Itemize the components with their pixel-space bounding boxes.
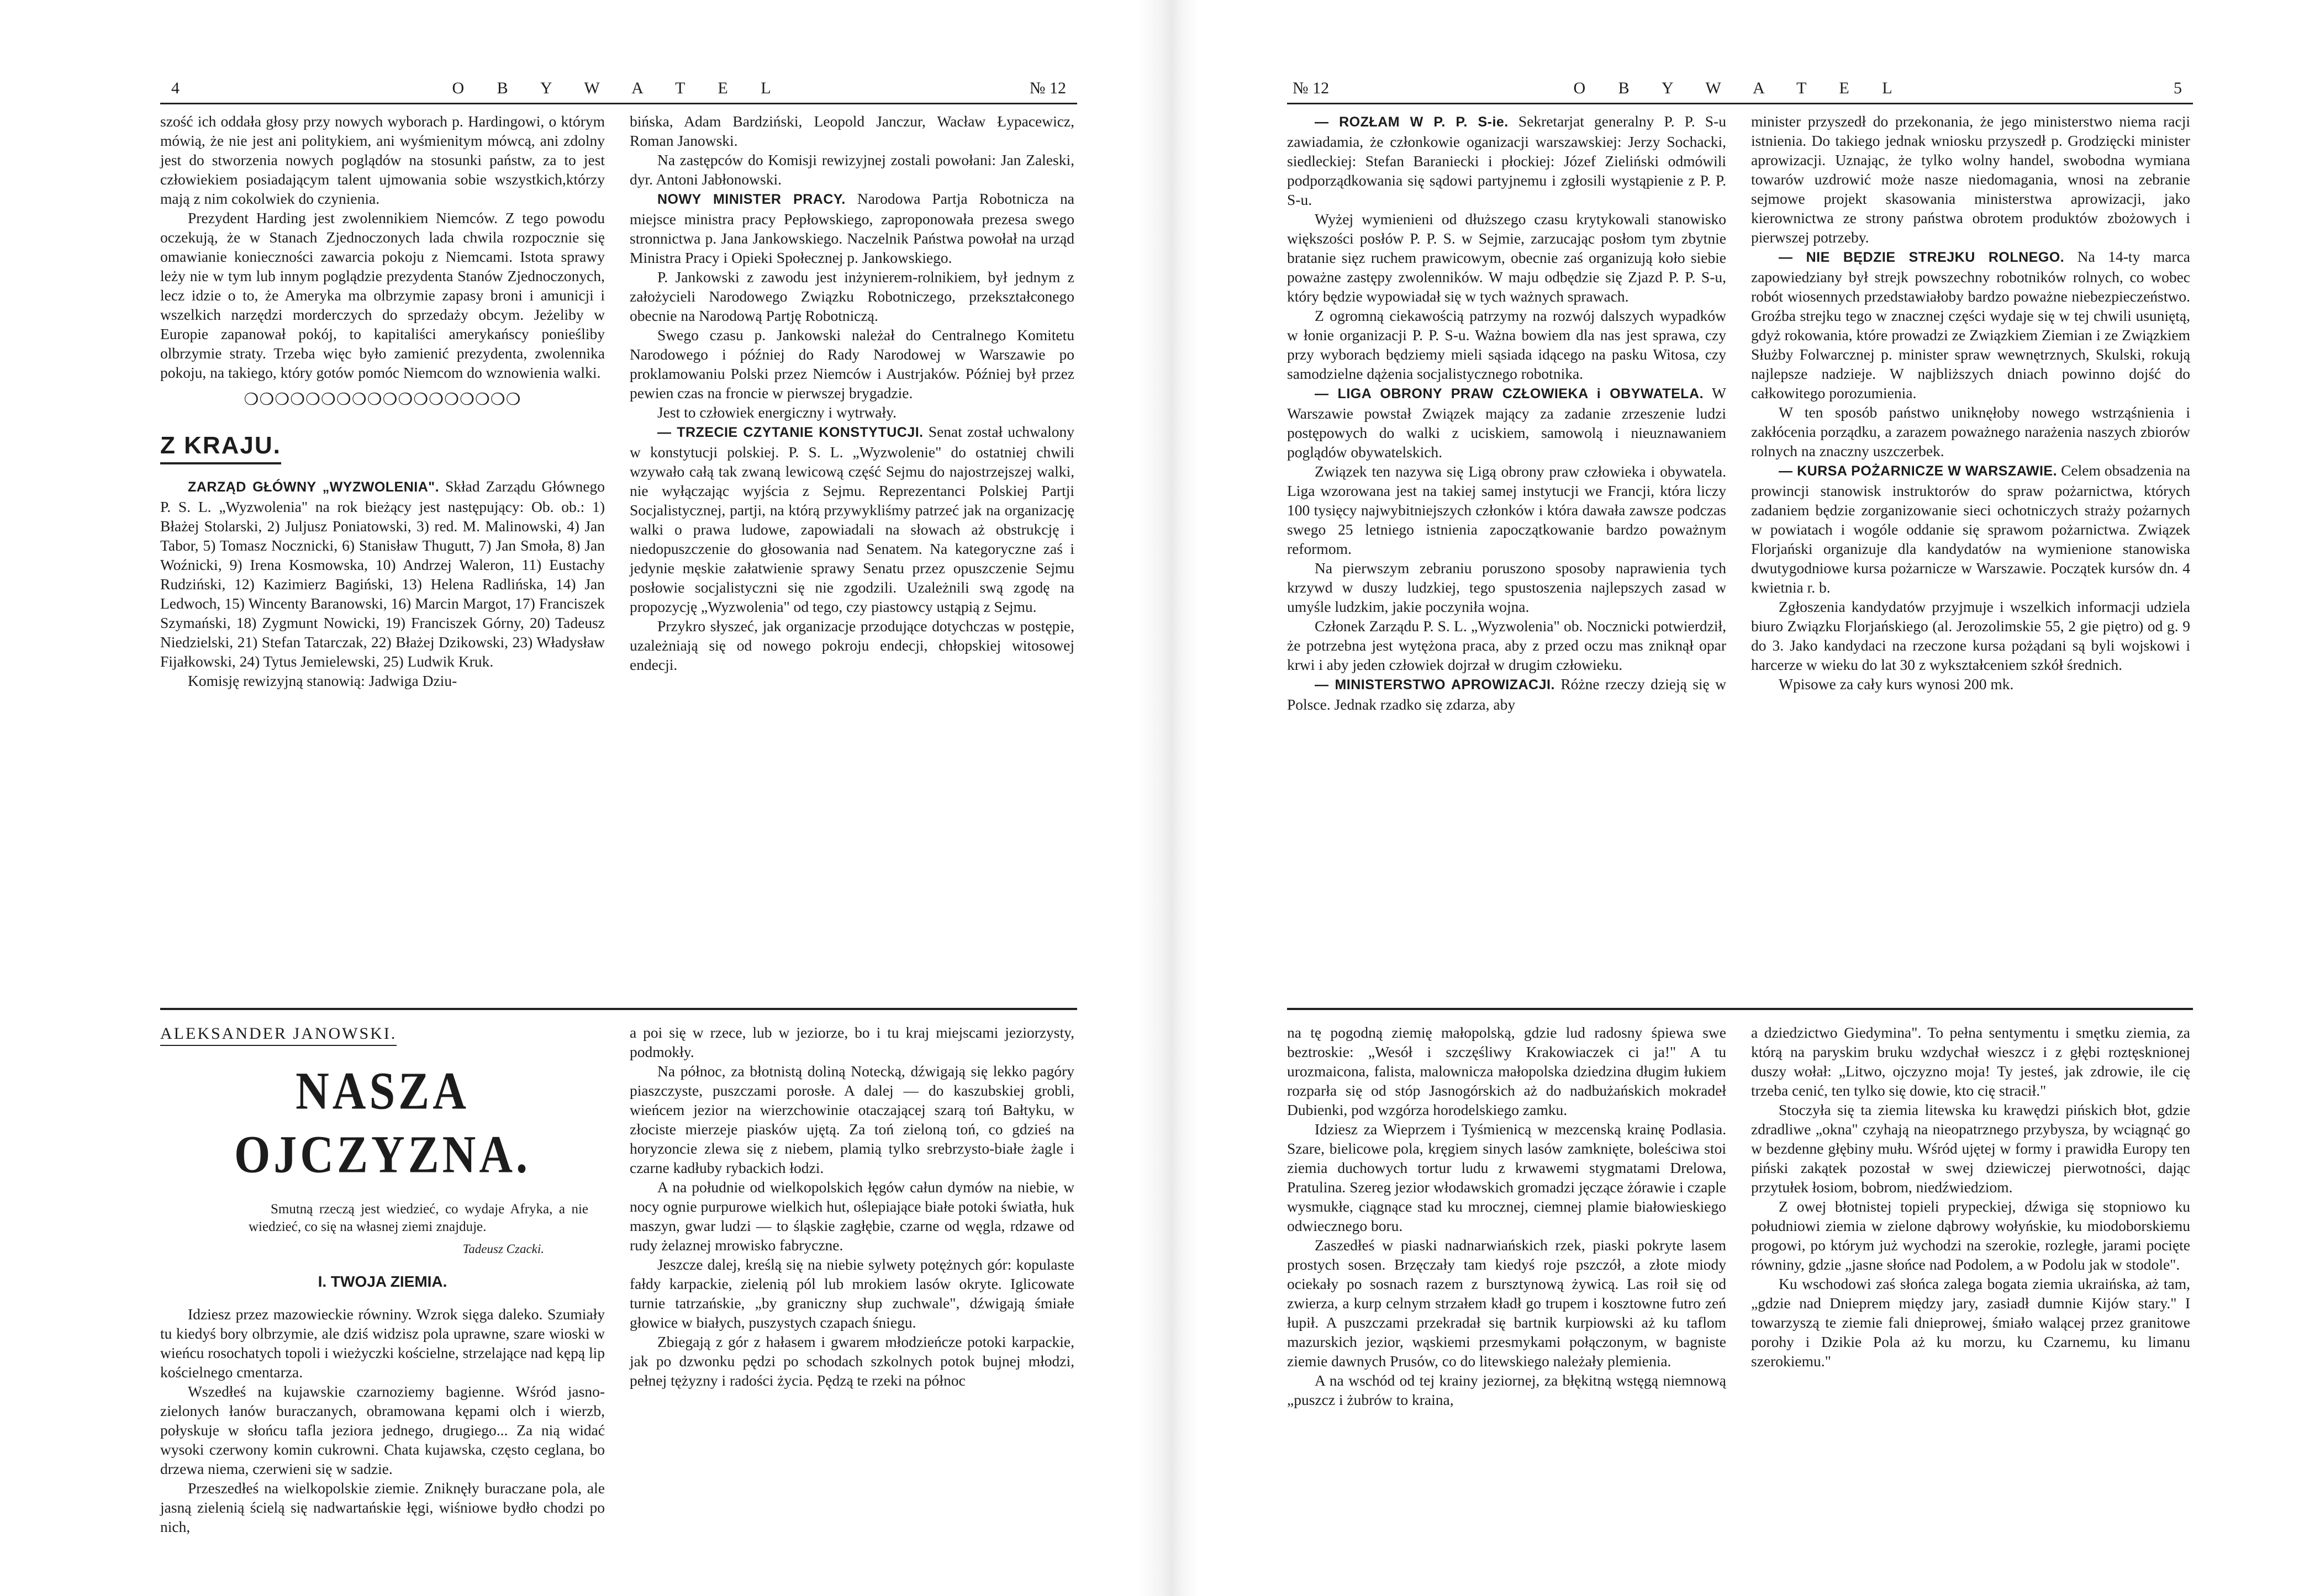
left-bottom-column-2 [630, 1023, 1074, 1491]
paragraph: bińska, Adam Bardziński, Leopold Janczur, Wacław Łypacewicz, Roman Janowski. [630, 113, 1074, 149]
paragraph: Swego czasu p. Jankowski należał do Centralnego Komitetu Narodowego i później do Rady Narodowej w Warszawie po proklamowaniu Polski przez Niemców i Austrjaków. Później był przez pewien czas na froncie w pierwszej brygadzie. [630, 326, 1074, 401]
item-text: Narodowa Partja Robotnicza na miejsce ministra pracy Pepłowskiego, zaproponowała prezesa swego stronnictwa p. Jana Jankowskiego. Naczelnik Państwa powołał na urząd Ministra Pracy i Opieki Społecznej p. Jankowskiego. [630, 190, 1074, 266]
paragraph: Przykro słyszeć, jak organizacje przodujące dotychczas w postępie, uzależniają się od nowego pokroju endecji, chłopskiej witosowej endecji. [630, 617, 1074, 673]
paragraph: Ku wschodowi zaś słońca zalega bogata ziemia ukraińska, aż tam, „gdzie nad Dnieprem między jary, zasiadł dumnie Kijów stary." I towarzyszą te ziemie fali dnieprowej, śmiało walącej przez granitowe porohy i Dzikie Pola aż ku morzu, ku Czarnemu, ku limanu szerokiemu." [1751, 1275, 2190, 1370]
running-head-left [160, 77, 1077, 104]
paragraph: Jeszcze dalej, kreślą się na niebie sylwety potężnych gór: kopulaste fałdy karpackie, zielenią pól lub mrokiem lasów okryte. Iglicowate turnie tatrzańskie, „by graniczny słup zuchwale", dźwigają śmiałe głowice w białych, puszystych czapach śniegu. [630, 1256, 1074, 1331]
paragraph: Jest to człowiek energiczny i wytrwały. [657, 404, 897, 421]
horizontal-rule [1287, 1008, 2193, 1010]
motto: Smutną rzeczą jest wiedzieć, co wydaje Afryka, a nie wiedzieć, co się na własnej ziemi znajduje. [249, 1202, 588, 1234]
paragraph: Stoczyła się ta ziemia litewska ku krawędzi pińskich błot, gdzie zdradliwe „okna" czyhają na nieopatrznego przybysza, by wciągnąć go w bezdenne głębiny mułu. Wśród ujętej w formy i prawidła Europy ten piński zakątek pozostał w swej dziewiczej pierwotności, dając przytułek łosiom, bobrom, niedźwiedziom. [1751, 1101, 2190, 1196]
item-text: W Warszawie powstał Związek mający za zadanie zrzeszenie ludzi postępowych do walki z uciskiem, samowolą i nieuznawaniem poglądów obywatelskich. [1287, 384, 1726, 461]
item-lead: — KURSA POŻARNICZE W WARSZAWIE. [1779, 463, 2058, 479]
page-number: 5 [2174, 79, 2182, 97]
paragraph: a dziedzictwo Giedymina". To pełna sentymentu i smętku ziemia, za którą na paryskim bruku wzdychał wieszcz i z głębi roztęsknionej duszy wołał: „Litwo, ojczyzno moja! Ty jesteś, jak zdrowie, ile cię trzeba cenić, ten tylko się dowie, kto cię stracił." [1751, 1024, 2190, 1099]
paragraph: szość ich oddała głosy przy nowych wyborach p. Hardingowi, o którym mówią, że nie jest ani politykiem, ani wyśmienitym mówcą, ani zdolny jest do stworzenia nowych poglądów na stosunki państw, za to jest człowiekiem posiadającym talent ujmowania sobie wszystkich,którzy mają z nim cokolwiek do czynienia. [160, 113, 605, 207]
paragraph: Idziesz za Wieprzem i Tyśmienicą w mezcenską krainę Podlasia. Szare, bielicowe pola, kręgiem sinych lasów zamknięte, boleściwa stoi ziemia duchowych tortur ludu z krwawemi stygmatami Drelowa, Pratulina. Szereg jezior włodawskich gromadzi jęczące żórawie i czaple wysmukłe, ciągnące stad ku mrocznej, ciemnej plamie białowieskiego odwiecznego boru. [1287, 1121, 1726, 1234]
item-text: Różne rzeczy dzieją się w Polsce. Jednak rzadko się zdarza, aby [1287, 675, 1727, 713]
paragraph: Wyżej wymienieni od dłuższego czasu krytykowali stanowisko większości posłów P. P. S. w Sejmie, zarzucając posłom tym zbytnie bratanie sięz ruchem prawicowym, obecnie zaś organizują koło siebie poważne zastępy zwolenników. W maju odbędzie się Zjazd P. P. S-u, który będzie wypowiadał się w tych ważnych sprawach. [1287, 210, 1726, 305]
paragraph: Na pierwszym zebraniu poruszono sposoby naprawienia tych krzywd w duszy ludzkiej, tego spustoszenia najlepszych zasad w umyśle ludzkim, jakie poczyniła wojna. [1287, 559, 1726, 615]
news-item [1287, 383, 1726, 462]
motto-source: Tadeusz Czacki. [462, 1242, 544, 1256]
chapter-heading: I. TWOJA ZIEMIA. [318, 1273, 447, 1290]
news-item [1751, 461, 2190, 597]
paragraph: Na północ, za błotnistą doliną Notecką, dźwigają się lekko pagóry piaszczyste, puszczami porosłe. A dalej — do kaszubskiej grobli, wieńcem jezior na wierzchowinie otaczającej szarą toń Bałtyku, w złociste mierzeje piasków ujętą. Za toń zieloną toń, co gdzieś na horyzoncie zlewa się z niebem, plamią tylko srebrzysto-białe żagle i czarne kadłuby rybackich łodzi. [630, 1063, 1074, 1176]
book-gutter [1138, 0, 1199, 1596]
left-column-2 [630, 112, 1074, 995]
paragraph: Wpisowe za cały kurs wynosi 200 mk. [1779, 675, 2014, 693]
paragraph: na tę pogodną ziemię małopolską, gdzie lud radosny śpiewa swe beztroskie: „Wesół i szczęśliwy Krakowiaczek ci ja!" A tu urozmaicona, falista, malownicza małopolska dziedzina długim łukiem rozparła się od stóp Jasnogórskich aż do nadbużańskich mokradeł Dubienki, pod wzgórza horodelskiego zamku. [1287, 1024, 1726, 1118]
paragraph: Z owej błotnistej topieli prypeckiej, dźwiga się stopniowo ku południowi ziemia w zielone dąbrowy wołyńskie, ku miodoborskiemu progowi, po którym już wychodzi na szerokie, rozległe, jarami pocięte równiny, gdzie „jasne słońce nad Podolem, a w Podolu jak w stodole". [1751, 1198, 2190, 1273]
page-number: 4 [171, 79, 180, 97]
left-column-1 [160, 112, 605, 995]
right-bottom-column-1 [1287, 1023, 1726, 1491]
paragraph: A na południe od wielkopolskich łęgów całun dymów na niebie, w nocy ognie purpurowe wielkich hut, oślepiające białe potoki światła, huk maszyn, gwar ludzi — to śląskie zagłębie, czarne od węgla, rdzawe od rudy żelaznej mrowisko fabryczne. [630, 1178, 1074, 1254]
paragraph: Komisję rewizyjną stanowią: Jadwiga Dziu- [188, 672, 457, 689]
paragraph: Przeszedłeś na wielkopolskie ziemie. Zniknęły buraczane pola, ale jasną zielenią ścielą się nadwartańskie łęgi, wiśniowe bydło chodzi po nich, [160, 1479, 605, 1535]
article-title: NASZA OJCZYZNA. [234, 1061, 531, 1185]
item-lead: NOWY MINISTER PRACY. [657, 192, 846, 207]
item-lead: — ROZŁAM W P. P. S-ie. [1315, 114, 1509, 130]
left-bottom-column-1 [160, 1023, 605, 1535]
newspaper-title: O B Y W A T E L [1573, 79, 1907, 97]
news-item [630, 422, 1074, 616]
paragraph: A na wschód od tej krainy jeziornej, za błękitną wstęgą niemnową „puszcz i żubrów to kraina, [1287, 1372, 1726, 1408]
paragraph: W ten sposób państwo uniknęłoby nowego wstrząśnienia i zakłócenia porządku, a zarazem poważnego narażenia naszych zbiorów rolnych na znaczny uszczerbek. [1751, 404, 2190, 459]
horizontal-rule [160, 1008, 1077, 1010]
item-text: Na 14-ty marca zapowiedziany był strejk powszechny robotników rolnych, co wobec robót wiosennych przedstawiałoby bardzo poważne niebezpieczeństwo. Groźba strejku tego w znacznej części wydaje się w tej chwili usuniętą, gdyż rokowania, które prowadzi ze Związkiem Ziemian i ze Związkiem Służby Folwarcznej p. minister spraw wewnętrznych, Skulski, rokują najlepsze nadzieje. W najbliższych dniach powinno dojść do całkowitego porozumienia. [1751, 248, 2190, 401]
issue-number: № 12 [1293, 79, 1330, 97]
news-item [1287, 674, 1726, 714]
paragraph: a poi się w rzece, lub w jeziorze, bo i tu kraj miejscami jeziorzysty, podmokły. [630, 1024, 1074, 1060]
paragraph: Zaszedłeś w piaski nadnarwiańskich rzek, piaski pokryte lasem prostych sosen. Brzęczały tam kiedyś roje pszczół, a złote miody ociekały po sosnach razem z bursztynową żywicą. Las roił się od zwierza, a kurp celnym strzałem kładł go trupem i kosztowne futro zeń łupił. A puszczami przekradał się bartnik kurpiowski aż ku taflom mazurskich jezior, wąskiemi przesmykami połączonym, w bagniste ziemie dawnych Prusów, co do litewskiego należały plemienia. [1287, 1236, 1726, 1370]
right-column-2 [1751, 112, 2190, 995]
item-text: Senat został uchwalony w konstytucji polskiej. P. S. L. „Wyzwolenie" do ostatniej chwili wzywało całą tak zwaną lewicową część Sejmu do najostrzejszej walki, nie wyłączając wyjścia z Sejmu. Reprezentanci Polskiej Partji Socjalistycznej, partji, na którą przywykliśmy patrzeć jak na organizację walki o prawa ludowe, zapowiadali na słowach aż obstrukcję i niedopuszczenie do głosowania nad Senatem. Na kategoryczne zaś i jedynie męskie załatwienie sprawy Senatu przez opuszczenie Sejmu posłowie socjalistyczni się nie zgodzili. Uzależnili swą zgodę na propozycję „Wyzwolenia" od tego, czy piastowcy ustąpią z Sejmu. [630, 423, 1074, 615]
item-lead: — TRZECIE CZYTANIE KONSTYTUCJI. [657, 425, 924, 440]
item-lead: — NIE BĘDZIE STREJKU ROLNEGO. [1779, 250, 2065, 265]
right-bottom-column-2 [1751, 1023, 2190, 1491]
article-author: ALEKSANDER JANOWSKI. [160, 1023, 397, 1046]
news-item [630, 189, 1074, 267]
paragraph: minister przyszedł do przekonania, że jego ministerstwo niema racji istnienia. Do takiego jednak wniosku przyszedł p. Grodzięcki minister aprowizacji. Uznając, że tylko wolny handel, swobodna wymiana towarów uzdrowić może nasze niedomagania, wnosi na zebranie sejmowe projekt skasowania ministerstwa aprowizacji, jako kierownictwa ze strony państwa obrotem produktów zbożowych i pierwszej potrzeby. [1751, 113, 2190, 246]
ornament-divider: ❍❍❍❍❍❍❍❍❍❍❍❍❍❍❍❍❍❍ [244, 390, 521, 409]
item-lead: — MINISTERSTWO APROWIZACJI. [1315, 677, 1555, 693]
paragraph: Idziesz przez mazowieckie równiny. Wzrok sięga daleko. Szumiały tu kiedyś bory olbrzymie, ale dziś widzisz pola uprawne, szare wioski w wieńcu rosochatych topoli i wieżyczki kościelne, strzelające nad kępą lip kościelnego cmentarza. [160, 1306, 605, 1381]
paragraph: P. Jankowski z zawodu jest inżynierem-rolnikiem, był jednym z założycieli Narodowego Związku Robotniczego, przekształconego obecnie na Narodową Partję Robotniczą. [630, 268, 1074, 324]
section-heading: Z KRAJU. [160, 429, 281, 464]
news-item [160, 477, 605, 671]
item-lead: ZARZĄD GŁÓWNY „WYZWOLENIA". [188, 479, 440, 495]
paragraph: Wszedłeś na kujawskie czarnoziemy bagienne. Wśród jasno-zielonych łanów buraczanych, obramowana kępami olch i wierzb, połyskuje w słońcu tafla jeziora jednego, drugiego... Za nią widać wysoki czerwony komin cukrowni. Chata kujawska, często ceglana, bo drzewa niema, czerwieni się w sadzie. [160, 1383, 605, 1477]
paragraph: Zbiegają z gór z hałasem i gwarem młodzieńcze potoki karpackie, jak po dzwonku pędzi po schodach szkolnych potok bujnej młodzi, pełnej tężyzny i radości życia. Pędzą te rzeki na północ [630, 1333, 1074, 1389]
paragraph: Prezydent Harding jest zwolennikiem Niemców. Z tego powodu oczekują, że w Stanach Zjednoczonych lada chwila rozpocznie się omawianie konieczności zawarcia pokoju z Niemcami. Istota sprawy leży nie w tym lub innym poglądzie prezydenta Stanów Zjednoczonych, lecz idzie o to, że Ameryka ma olbrzymie zapasy broni i amunicji i wszelkich narzędzi morderczych do sprzedaży obcym. Jeżeliby w Europie zapanował pokój, to kapitaliści amerykańscy ponieśliby olbrzymie straty. Trzeba więc było zamienić prezydenta, zwolennika pokoju, na takiego, który gotów pomóc Niemcom do wznowienia walki. [160, 209, 605, 381]
item-text: Skład Zarządu Głównego P. S. L. „Wyzwolenia" na rok bieżący jest następujący: Ob. ob.: 1) Błażej Stolarski, 2) Juljusz Poniatowski, 3) red. M. Malinowski, 4) Jan Tabor, 5) Tomasz Nocznicki, 6) Stanisław Thugutt, 7) Jan Smoła, 8) Jan Woźnicki, 9) Irena Kosmowska, 10) Andrzej Waleron, 11) Eustachy Rudziński, 12) Kazimierz Bagiński, 13) Helena Radlińska, 14) Jan Ledwoch, 15) Wincenty Baranowski, 16) Marcin Margot, 17) Franciszek Szymański, 18) Zygmunt Nowicki, 19) Franciszek Górny, 20) Tadeusz Niedzielski, 21) Stefan Tatarczak, 22) Błażej Dzikowski, 23) Władysław Fijałkowski, 24) Tytus Jemielewski, 25) Ludwik Kruk. [160, 478, 605, 670]
paragraph: Członek Zarządu P. S. L. „Wyzwolenia" ob. Nocznicki potwierdził, że potrzebna jest wytężona praca, aby z przed oczu mas zniknął opar krwi i aby jeden człowiek dojrzał w drugim człowieku. [1287, 617, 1726, 673]
newspaper-title: O B Y W A T E L [452, 79, 785, 97]
paragraph: Zgłoszenia kandydatów przyjmuje i wszelkich informacji udziela biuro Związku Florjańskiego (al. Jerozolimskie 55, 2 gie piętro) od g. 9 do 3. Jako kandydaci na rzeczone kursa pożądani są byli wojskowi i harcerze w wieku do lat 30 z wykształceniem szkół średnich. [1751, 598, 2190, 673]
item-text: Celem obsadzenia na prowincji stanowisk instruktorów do spraw pożarnictwa, których zadaniem będzie zorganizowanie sieci ochotniczych straży pożarnych w powiatach i wogóle oddanie się sprawom pożarnictwa. Związek Florjański organizuje dla kandydatów na wymienione stanowiska dwutygodniowe kursa pożarnicze w Warszawie. Początek kursów dn. 4 kwietnia r. b. [1751, 462, 2191, 596]
paragraph: Związek ten nazywa się Ligą obrony praw człowieka i obywatela. Liga wzorowana jest na takiej samej instytucji we Francji, która liczy 100 tysięcy najwybitniejszych członków i która dawała zawsze podczas swego 25 letniego istnienia zapoczątkowanie bardzo poważnym reformom. [1287, 463, 1726, 557]
paragraph: Na zastępców do Komisji rewizyjnej zostali powołani: Jan Zaleski, dyr. Antoni Jabłonowski. [630, 151, 1074, 188]
left-page [160, 77, 1077, 1535]
issue-number: № 12 [1029, 79, 1066, 97]
item-lead: — LIGA OBRONY PRAW CZŁOWIEKA i OBYWATELA. [1315, 386, 1704, 401]
news-item [1751, 247, 2190, 403]
paragraph: Z ogromną ciekawością patrzymy na rozwój dalszych wypadków w łonie organizacji P. P. S-u. Ważna bowiem dla nas jest sprawa, czy przy wyborach będziemy mieli sąsiada idącego na pasku Witosa, czy samodzielne dążenia socjalistycznego robotnika. [1287, 307, 1726, 382]
item-text: Sekretarjat generalny P. P. S-u zawiadamia, że członkowie oganizacji warszawskiej: Jerzy Sochacki, siedleckiej: Stefan Baraniecki i płockiej: Józef Zieliński odmówili podporządkowania się sądowi partyjnemu i zgłosili wystąpienie z P. P. S-u. [1287, 113, 1727, 208]
news-item [1287, 112, 1726, 209]
running-head-right [1287, 77, 2193, 104]
right-page [1287, 77, 2193, 1491]
right-column-1 [1287, 112, 1726, 995]
